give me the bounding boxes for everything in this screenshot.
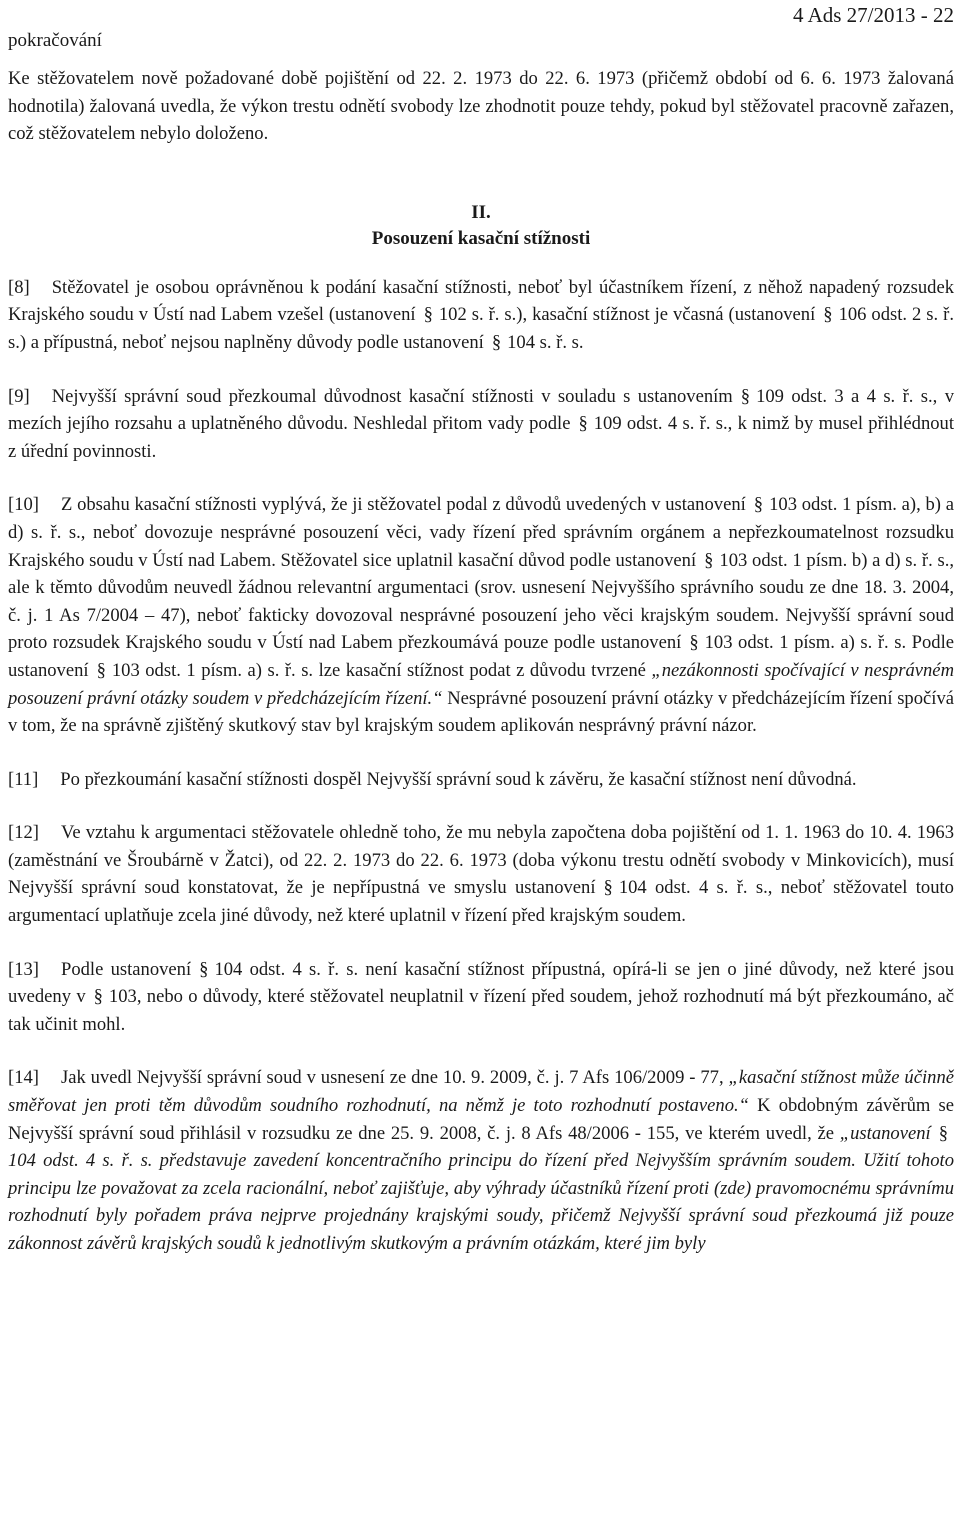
section-sign-icon: § (423, 304, 433, 326)
paragraph-text: 103, nebo o důvody, které stěžovatel neuplatnil v řízení před soudem, jehož rozhodnutí má být přezkoumáno, ač tak učinit mohl. (8, 986, 955, 1035)
paragraph-text: Nejvyšší správní soud přezkoumal důvodnost kasační stížnosti v souladu s ustanovením (51, 385, 733, 407)
paragraph-10 (8, 491, 954, 739)
section-sign-icon: § (753, 494, 764, 516)
quoted-text: „ustanovení (839, 1122, 931, 1144)
quoted-text: „kasační stížnost může účinně směřovat jen proti těm důvodům soudního rozhodnutí, na němž je toto rozhodnutí postaveno.“ (8, 1067, 954, 1117)
paragraph-text: 103 odst. 1 písm. a) s. ř. s. lze kasační stížnost podat z důvodu tvrzené (111, 659, 646, 681)
paragraph-14 (8, 1064, 954, 1257)
quoted-text: „nezákonnosti spočívající v nesprávném posouzení právní otázky soudem v předcházejícím řízení.“ (8, 659, 954, 709)
section-sign-icon: § (938, 1122, 948, 1144)
quoted-text: 104 odst. 4 s. ř. s. představuje zavedení koncentračního principu do řízení před Nejvyšším správním soudem. Užití tohoto principu lze považovat za zcela racionální, neboť zajišťuje, aby výhrady účastníků řízení proti (zde) pravomocnému správnímu rozhodnutí byly pořadem práva nejprve projednány krajskými soudy, přičemž Nejvyšší správní soud přezkoumá již pouze zákonnost závěrů krajských soudů k jednotlivým skutkovým a právním otázkám, které jim byly (8, 1150, 954, 1254)
section-sign-icon: § (491, 331, 502, 353)
section-sign-icon: § (689, 632, 699, 654)
paragraph-number: [11] (8, 768, 39, 790)
paragraph-number: [13] (8, 958, 39, 980)
paragraph-13 (8, 956, 954, 1039)
document-page (8, 0, 954, 1284)
section-sign-icon: § (96, 659, 106, 681)
section-sign-icon: § (823, 304, 833, 326)
paragraph-text: 102 s. ř. s.), kasační stížnost je včasná (ustanovení (438, 304, 816, 326)
paragraph-text: 106 odst. 2 s. ř. s.) a přípustná, neboť nejsou naplněny důvody podle ustanovení (8, 304, 954, 353)
paragraph-11 (8, 766, 954, 794)
section-sign-icon: § (603, 877, 613, 899)
paragraph-number: [9] (8, 385, 30, 407)
section-title: Posouzení kasační stížnosti (371, 227, 591, 249)
paragraph-text: 109 odst. 3 a 4 s. ř. s., v mezích jejího rozsahu a uplatněného důvodu. Neshledal přitom vady podle (8, 385, 954, 435)
paragraph-text: Ve vztahu k argumentaci stěžovatele ohledně toho, že mu nebyla započtena doba pojištění od 1. 1. 1963 do 10. 4. 1963 (zaměstnání ve Šroubárně v Žatci), od 22. 2. 1973 do 22. 6. 1973 (doba výkonu trestu odnětí svobody v Minkovicích), musí Nejvyšší správní soud konstatovat, že je nepřípustná ve smyslu ustanovení (8, 822, 954, 899)
case-number: 4 Ads 27/2013 - 22 (792, 3, 954, 27)
paragraph-text: Po přezkoumání kasační stížnosti dospěl Nejvyšší správní soud k závěru, že kasační stížnost není důvodná. (60, 768, 857, 790)
section-sign-icon: § (93, 986, 103, 1008)
paragraph-number: [10] (8, 494, 39, 516)
section-sign-icon: § (199, 958, 209, 980)
paragraph-text: 103 odst. 1 písm. a) s. ř. s. Podle ustanovení (8, 632, 954, 681)
section-sign-icon: § (578, 413, 588, 435)
paragraph-9 (8, 383, 954, 466)
paragraph-text: 104 odst. 4 s. ř. s., neboť stěžovatel touto argumentací uplatňuje zcela jiné důvody, než které uplatnil v řízení před krajským soudem. (8, 877, 954, 927)
paragraph-text: K obdobným závěrům se Nejvyšší správní soud přihlásil v rozsudku ze dne 25. 9. 2008, č. j. 8 Afs 48/2006 - 155, ve kterém uvedl, že (8, 1095, 954, 1144)
paragraph-8 (8, 274, 954, 357)
paragraph-number: [14] (8, 1067, 39, 1089)
section-number: II. (471, 201, 491, 223)
paragraph-text: 109 odst. 4 s. ř. s., k nimž by musel přihlédnout z úřední povinnosti. (8, 413, 955, 462)
paragraph-text: 103 odst. 1 písm. b) a d) s. ř. s., ale k těmto důvodům neuvedl žádnou relevantní argumentaci (srov. usnesení Nejvyššího správního soudu ze dne 18. 3. 2004, č. j. 1 As 7/2004 – 47), neboť fakticky dovozoval nesprávné posouzení jeho věci krajským soudem. Nejvyšší správní soud proto rozsudek Krajského soudu v Ústí nad Labem přezkoumává pouze podle ustanovení (8, 549, 955, 654)
paragraph-text: 103 odst. 1 písm. a), b) a d) s. ř. s., neboť dovozuje nesprávné posouzení věci, vady řízení před správním orgánem a nepřezkoumatelnost rozsudku Krajského soudu v Ústí nad Labem. Stěžovatel sice uplatnil kasační důvod podle ustanovení (8, 494, 954, 571)
section-sign-icon: § (740, 385, 751, 407)
paragraph-text: Podle ustanovení (60, 958, 192, 980)
paragraph-text: Jak uvedl Nejvyšší správní soud v usnesení ze dne 10. 9. 2009, č. j. 7 Afs 106/2009 - 77, (60, 1067, 724, 1089)
section-sign-icon: § (704, 549, 714, 571)
paragraph-number: [12] (8, 822, 39, 844)
paragraph-text: Nesprávné posouzení právní otázky v předcházejícím řízení spočívá v tom, že na správně zjištěný skutkový stav byl krajským soudem aplikován nesprávný právní názor. (8, 687, 954, 737)
paragraph-text: 104 odst. 4 s. ř. s. není kasační stížnost přípustná, opírá-li se jen o jiné důvody, než které jsou uvedeny v (8, 958, 954, 1008)
paragraph-number: [8] (8, 276, 30, 298)
paragraph-text: 104 s. ř. s. (507, 331, 584, 353)
paragraph-text: Stěžovatel je osobou oprávněnou k podání kasační stížnosti, neboť byl účastníkem řízení, z něhož napadený rozsudek Krajského soudu v Ústí nad Labem vzešel (ustanovení (8, 276, 954, 326)
page-header (8, 0, 954, 60)
paragraph-text: Z obsahu kasační stížnosti vyplývá, že ji stěžovatel podal z důvodů uvedených v ustanovení (60, 494, 746, 516)
intro-paragraph: Ke stěžovatelem nově požadované době pojištění od 22. 2. 1973 do 22. 6. 1973 (přičemž období od 6. 6. 1973 žalovaná hodnotila) žalovaná uvedla, že výkon trestu odnětí svobody lze zhodnotit pouze tehdy, pokud byl stěžovatel pracovně zařazen, což stěžovatelem nebylo doloženo. (8, 68, 954, 145)
continuation-label: pokračování (8, 30, 102, 51)
paragraph-12 (8, 819, 954, 929)
